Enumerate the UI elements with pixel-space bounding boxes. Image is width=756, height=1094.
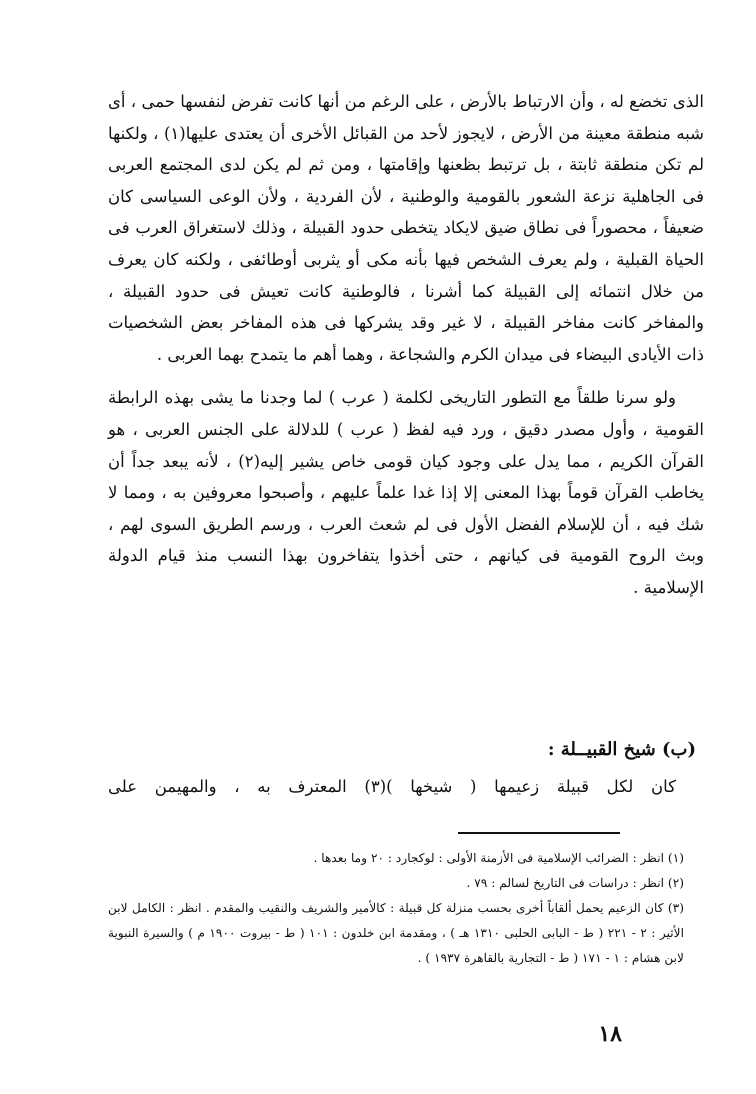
paragraph-1: الذى تخضع له ، وأن الارتباط بالأرض ، على الرغم من أنها كانت تفرض لنفسها حمى ، أى شبه منطقة معينة من الأرض ، لايجوز لأحد من القبائل الأخرى أن يعتدى عليها(١) ، ولكنها لم تكن منطقة ثابتة ، بل ترتبط بظعنها وإقامتها ، ومن ثم لم يكن لدى المجتمع العربى فى الجاهلية نزعة الشعور بالقومية والوطنية ، لأن الفردية ، ولأن الوعى السياسى كان ضعيفاً ، محصوراً فى نطاق ضيق لايكاد يتخطى حدود القبيلة ، وذلك لاستغراق العرب فى الحياة القبلية ، ولم يعرف الشخص فيها بأنه مكى أو يثربى أوطائفى ، ولكنه كان يعرف من خلال انتمائه إلى القبيلة كما أشرنا ، فالوطنية كانت تعيش فى حدود القبيلة ، والمفاخر كانت مفاخر القبيلة ، لا غير وقد يشركها فى هذه المفاخر بعض الشخصيات ذات الأيادى البيضاء فى ميدان الكرم والشجاعة ، وهما أهم ما يتمدح بهما العربى .: [108, 92, 704, 364]
footnote-2: (٢) انظر : دراسات فى التاريخ لسالم : ٧٩ .: [466, 876, 684, 890]
footnote-1: (١) انظر : الضرائب الإسلامية فى الأزمنة الأولى : لوكجارد : ٢٠ وما بعدها .: [313, 851, 684, 865]
paragraph-2: ولو سرنا طلقاً مع التطور التاريخى لكلمة ( عرب ) لما وجدنا ما يشى بهذه الرابطة القومية ، وأول مصدر دقيق ، ورد فيه لفظ ( عرب ) للدلالة على الجنس العربى ، هو القرآن الكريم ، مما يدل على وجود كيان قومى خاص يشير إليه(٢) ، لأنه يبعد جداً أن يخاطب القرآن قوماً بهذا المعنى إلا إذا غدا علماً عليهم ، وأصبحوا معروفين به ، ومما لا شك فيه ، أن للإسلام الفضل الأول فى لم شعث العرب ، ورسم الطريق السوى لهم ، وبث الروح القومية فى كيانهم ، حتى أخذوا يتفاخرون بهذا النسب منذ قيام الدولة الإسلامية .: [108, 388, 704, 597]
section-lead-line: كان لكل قبيلة زعيمها ( شيخها )(٣) المعترف به ، والمهيمن على: [108, 777, 677, 796]
main-text: [108, 86, 704, 604]
footnote-divider: [458, 832, 620, 834]
footnotes: [108, 846, 704, 971]
page-number: ١٨: [598, 1021, 622, 1047]
section-heading: (ب) شيخ القبيــلة :: [547, 739, 696, 760]
footnote-3: (٣) كان الزعيم يحمل ألقاباً أخرى بحسب منزلة كل قبيلة : كالأمير والشريف والنقيب والمقدم . انظر : الكامل لابن الأثير : ٢ - ٢٢١ ( ط - البابى الحلبى ١٣١٠ هـ ) ، ومقدمة ابن خلدون : ١٠١ ( ط - بيروت ١٩٠٠ م ) والسيرة النبوية لابن هشام : ١ - ١٧١ ( ط - التجارية بالقاهرة ١٩٣٧ ) .: [108, 901, 684, 965]
